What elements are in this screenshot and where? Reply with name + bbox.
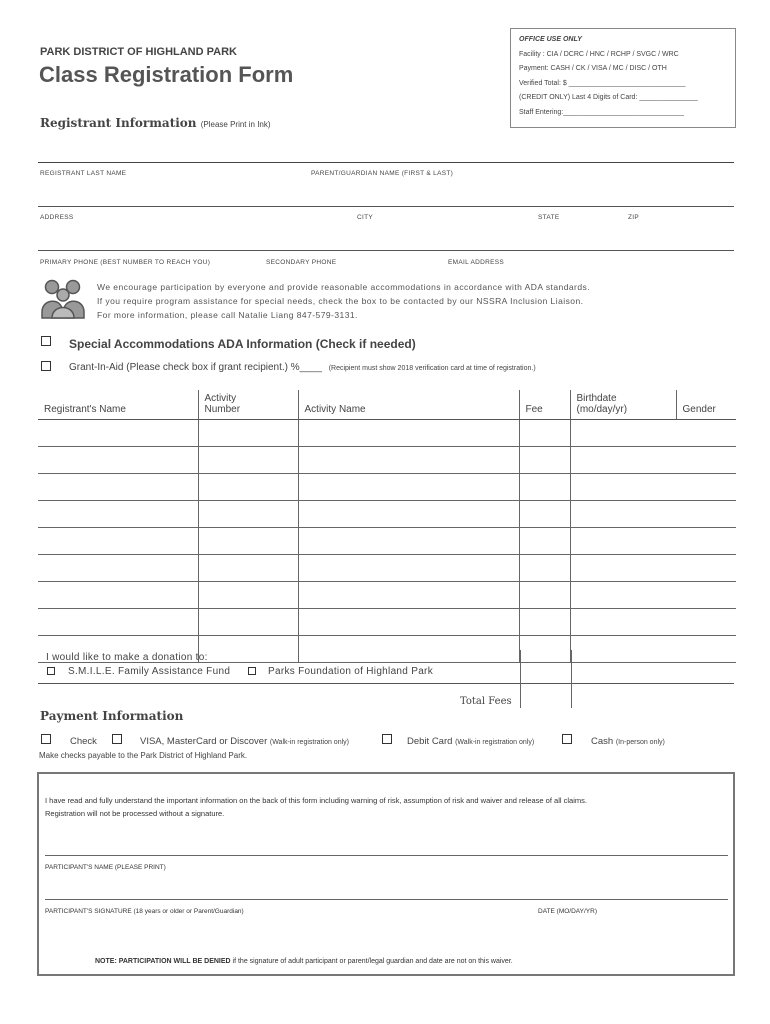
parent-name-field[interactable]: PARENT/GUARDIAN NAME (FIRST & LAST) (311, 170, 454, 177)
col-fee: Fee (519, 390, 570, 420)
grant-in-aid-checkbox[interactable] (41, 361, 51, 371)
table-row[interactable] (38, 501, 736, 528)
payment-heading: Payment Information (40, 709, 184, 723)
state-field[interactable]: STATE (538, 214, 560, 221)
table-row[interactable] (38, 447, 736, 474)
office-verified: Verified Total: $ ______________________________ (519, 79, 686, 87)
total-fees-label: Total Fees (460, 696, 512, 707)
city-field[interactable]: CITY (357, 214, 374, 221)
registrant-heading: Registrant Information (Please Print in Ink) (40, 116, 271, 130)
check-checkbox[interactable] (41, 734, 51, 744)
table-row[interactable] (38, 420, 736, 447)
address-field[interactable]: ADDRESS (40, 214, 74, 221)
divider (38, 250, 734, 251)
registrant-note: (Please Print in Ink) (200, 120, 271, 129)
debit-checkbox[interactable] (382, 734, 392, 744)
payable-note: Make checks payable to the Park District of Highland Park. (39, 751, 248, 760)
col-registrant-name: Registrant's Name (38, 390, 198, 420)
fee-column-line (520, 650, 521, 708)
people-icon (40, 278, 86, 320)
grant-in-aid-label: Grant-In-Aid (Please check box if grant recipient.) %____ (Recipient must show 2018 verification card at time of registration.) (69, 362, 536, 373)
table-row[interactable] (38, 582, 736, 609)
waiver-note: NOTE: PARTICIPATION WILL BE DENIED if the signature of adult participant or parent/legal guardian and date are not on this waiver. (95, 958, 513, 965)
cash-label: Cash (In-person only) (591, 736, 665, 747)
email-field[interactable]: EMAIL ADDRESS (448, 259, 505, 266)
office-use-box (510, 28, 736, 128)
last-name-field[interactable]: REGISTRANT LAST NAME (40, 170, 127, 177)
primary-phone-field[interactable]: PRIMARY PHONE (BEST NUMBER TO REACH YOU) (40, 259, 211, 266)
col-activity-name: Activity Name (298, 390, 519, 420)
office-facility: Facility : CIA / DCRC / HNC / RCHP / SVGC / WRC (519, 50, 679, 58)
table-row[interactable] (38, 609, 736, 636)
smile-fund-checkbox[interactable] (47, 667, 55, 675)
signature-line[interactable] (45, 899, 728, 900)
check-label: Check (70, 736, 97, 747)
debit-label: Debit Card (Walk-in registration only) (407, 736, 535, 747)
table-row[interactable] (38, 555, 736, 582)
cash-checkbox[interactable] (562, 734, 572, 744)
district-name: PARK DISTRICT OF HIGHLAND PARK (40, 46, 237, 58)
activity-table (38, 390, 736, 663)
divider (38, 206, 734, 207)
table-row[interactable] (38, 528, 736, 555)
page-title: Class Registration Form (39, 62, 294, 87)
participant-name-label: PARTICIPANT'S NAME (PLEASE PRINT) (45, 864, 166, 871)
col-activity-number: Activity Number (198, 390, 298, 420)
divider (38, 683, 734, 684)
special-accommodations-label: Special Accommodations ADA Information (Check if needed) (69, 337, 416, 351)
fee-column-line (571, 650, 572, 708)
col-gender: Gender (676, 390, 736, 420)
col-birthdate: Birthdate (mo/day/yr) (570, 390, 676, 420)
divider (38, 162, 734, 163)
zip-field[interactable]: ZIP (628, 214, 640, 221)
participant-name-line[interactable] (45, 855, 728, 856)
parks-foundation-checkbox[interactable] (248, 667, 256, 675)
table-header-row (38, 390, 736, 420)
card-checkbox[interactable] (112, 734, 122, 744)
date-label: DATE (MO/DAY/YR) (538, 908, 597, 915)
signature-label: PARTICIPANT'S SIGNATURE (18 years or older or Parent/Guardian) (45, 908, 244, 915)
secondary-phone-field[interactable]: SECONDARY PHONE (266, 259, 337, 266)
parks-foundation-label: Parks Foundation of Highland Park (268, 666, 433, 677)
donation-intro: I would like to make a donation to: (46, 652, 208, 663)
office-title: OFFICE USE ONLY (519, 36, 582, 43)
smile-fund-label: S.M.I.L.E. Family Assistance Fund (68, 666, 231, 677)
table-row[interactable] (38, 474, 736, 501)
waiver-text: I have read and fully understand the important information on the back of this form including warning of risk, assumption of risk and waiver and release of all claims. Registration will not be processed without a signature. (45, 796, 587, 818)
office-staff: Staff Entering:_______________________________ (519, 108, 684, 116)
special-accommodations-checkbox[interactable] (41, 336, 51, 346)
ada-text: We encourage participation by everyone and provide reasonable accommodations in accordance with ADA standards. If you require program assistance for special needs, check the box to be contacted by our NSSRA Inclusion Liaison. For more information, please call Natalie Liang 847-579-3131. (97, 282, 591, 320)
card-label: VISA, MasterCard or Discover (Walk-in registration only) (140, 736, 349, 747)
office-payment: Payment: CASH / CK / VISA / MC / DISC / OTH (519, 65, 667, 72)
office-credit: (CREDIT ONLY) Last 4 Digits of Card: _______________ (519, 94, 698, 101)
